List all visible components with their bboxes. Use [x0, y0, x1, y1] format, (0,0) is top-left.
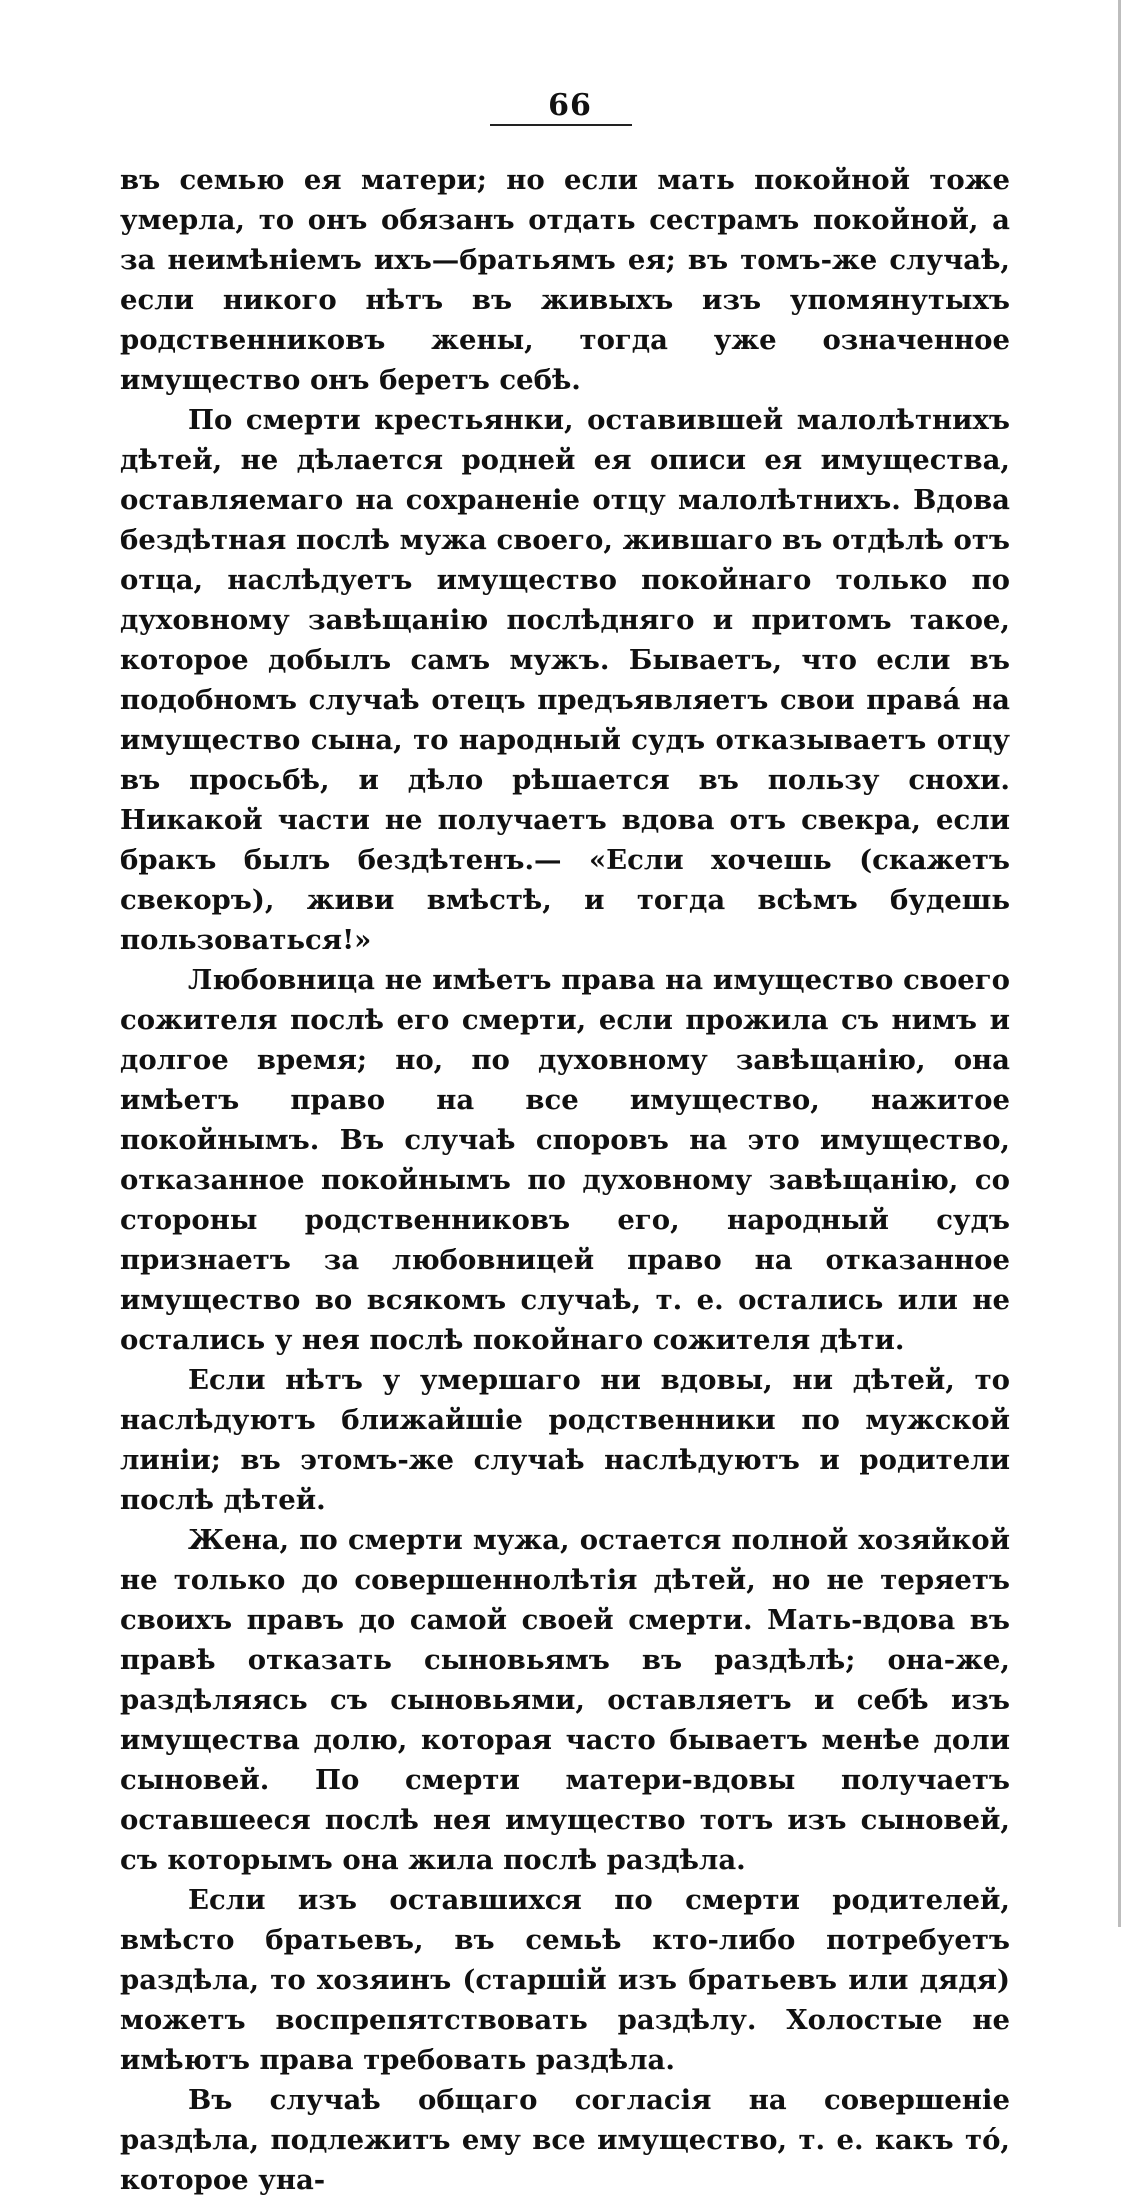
body-text — [120, 160, 1010, 2200]
paragraph-6: Если изъ оставшихся по смерти родителей, вмѣсто братьевъ, въ семьѣ кто-либо потребуетъ раздѣла, то хозяинъ (старшій изъ братьевъ или дядя) можетъ воспрепятствовать раздѣлу. Холостые не имѣютъ права требовать раздѣла. — [120, 1884, 1010, 2076]
page-number: 66 — [548, 88, 592, 123]
scan-edge-line — [1118, 0, 1121, 1927]
paragraph-1: въ семью ея матери; но если мать покойной тоже умерла, то онъ обязанъ отдать сестрамъ покойной, а за неимѣніемъ ихъ—братьямъ ея; въ томъ-же случаѣ, если никого нѣтъ въ живыхъ изъ упомянутыхъ родственниковъ жены, тогда уже означенное имущество онъ беретъ себѣ. — [120, 164, 1010, 396]
page-number-rule — [490, 124, 632, 126]
paragraph-2: По смерти крестьянки, оставившей малолѣтнихъ дѣтей, не дѣлается родней ея описи ея имущества, оставляемаго на сохраненіе отцу малолѣтнихъ. Вдова бездѣтная послѣ мужа своего, жившаго въ отдѣлѣ отъ отца, наслѣдуетъ имущество покойнаго только по духовному завѣщанію послѣдняго и притомъ такое, которое добылъ самъ мужъ. Бываетъ, что если въ подобномъ случаѣ отецъ предъявляетъ свои права́ на имущество сына, то народный судъ отказываетъ отцу въ просьбѣ, и дѣло рѣшается въ пользу снохи. Никакой части не получаетъ вдова отъ свекра, если бракъ былъ бездѣтенъ.— «Если хочешь (скажетъ свекоръ), живи вмѣстѣ, и тогда всѣмъ будешь пользоваться!» — [120, 404, 1010, 956]
paragraph-7: Въ случаѣ общаго согласія на совершеніе раздѣла, подлежитъ ему все имущество, т. е. какъ то́, которое уна- — [120, 2084, 1010, 2196]
paragraph-3: Любовница не имѣетъ права на имущество своего сожителя послѣ его смерти, если прожила съ нимъ и долгое время; но, по духовному завѣщанію, она имѣетъ право на все имущество, нажитое покойнымъ. Въ случаѣ споровъ на это имущество, отказанное покойнымъ по духовному завѣщанію, со стороны родственниковъ его, народный судъ признаетъ за любовницей право на отказанное имущество во всякомъ случаѣ, т. е. остались или не остались у нея послѣ покойнаго сожителя дѣти. — [120, 964, 1010, 1356]
paragraph-4: Если нѣтъ у умершаго ни вдовы, ни дѣтей, то наслѣдуютъ ближайшіе родственники по мужской линіи; въ этомъ-же случаѣ наслѣдуютъ и родители послѣ дѣтей. — [120, 1364, 1010, 1516]
paragraph-5: Жена, по смерти мужа, остается полной хозяйкой не только до совершеннолѣтія дѣтей, но не теряетъ своихъ правъ до самой своей смерти. Мать-вдова въ правѣ отказать сыновьямъ въ раздѣлѣ; она-же, раздѣляясь съ сыновьями, оставляетъ и себѣ изъ имущества долю, которая часто бываетъ менѣе доли сыновей. По смерти матери-вдовы получаетъ оставшееся послѣ нея имущество тотъ изъ сыновей, съ которымъ она жила послѣ раздѣла. — [120, 1524, 1010, 1876]
